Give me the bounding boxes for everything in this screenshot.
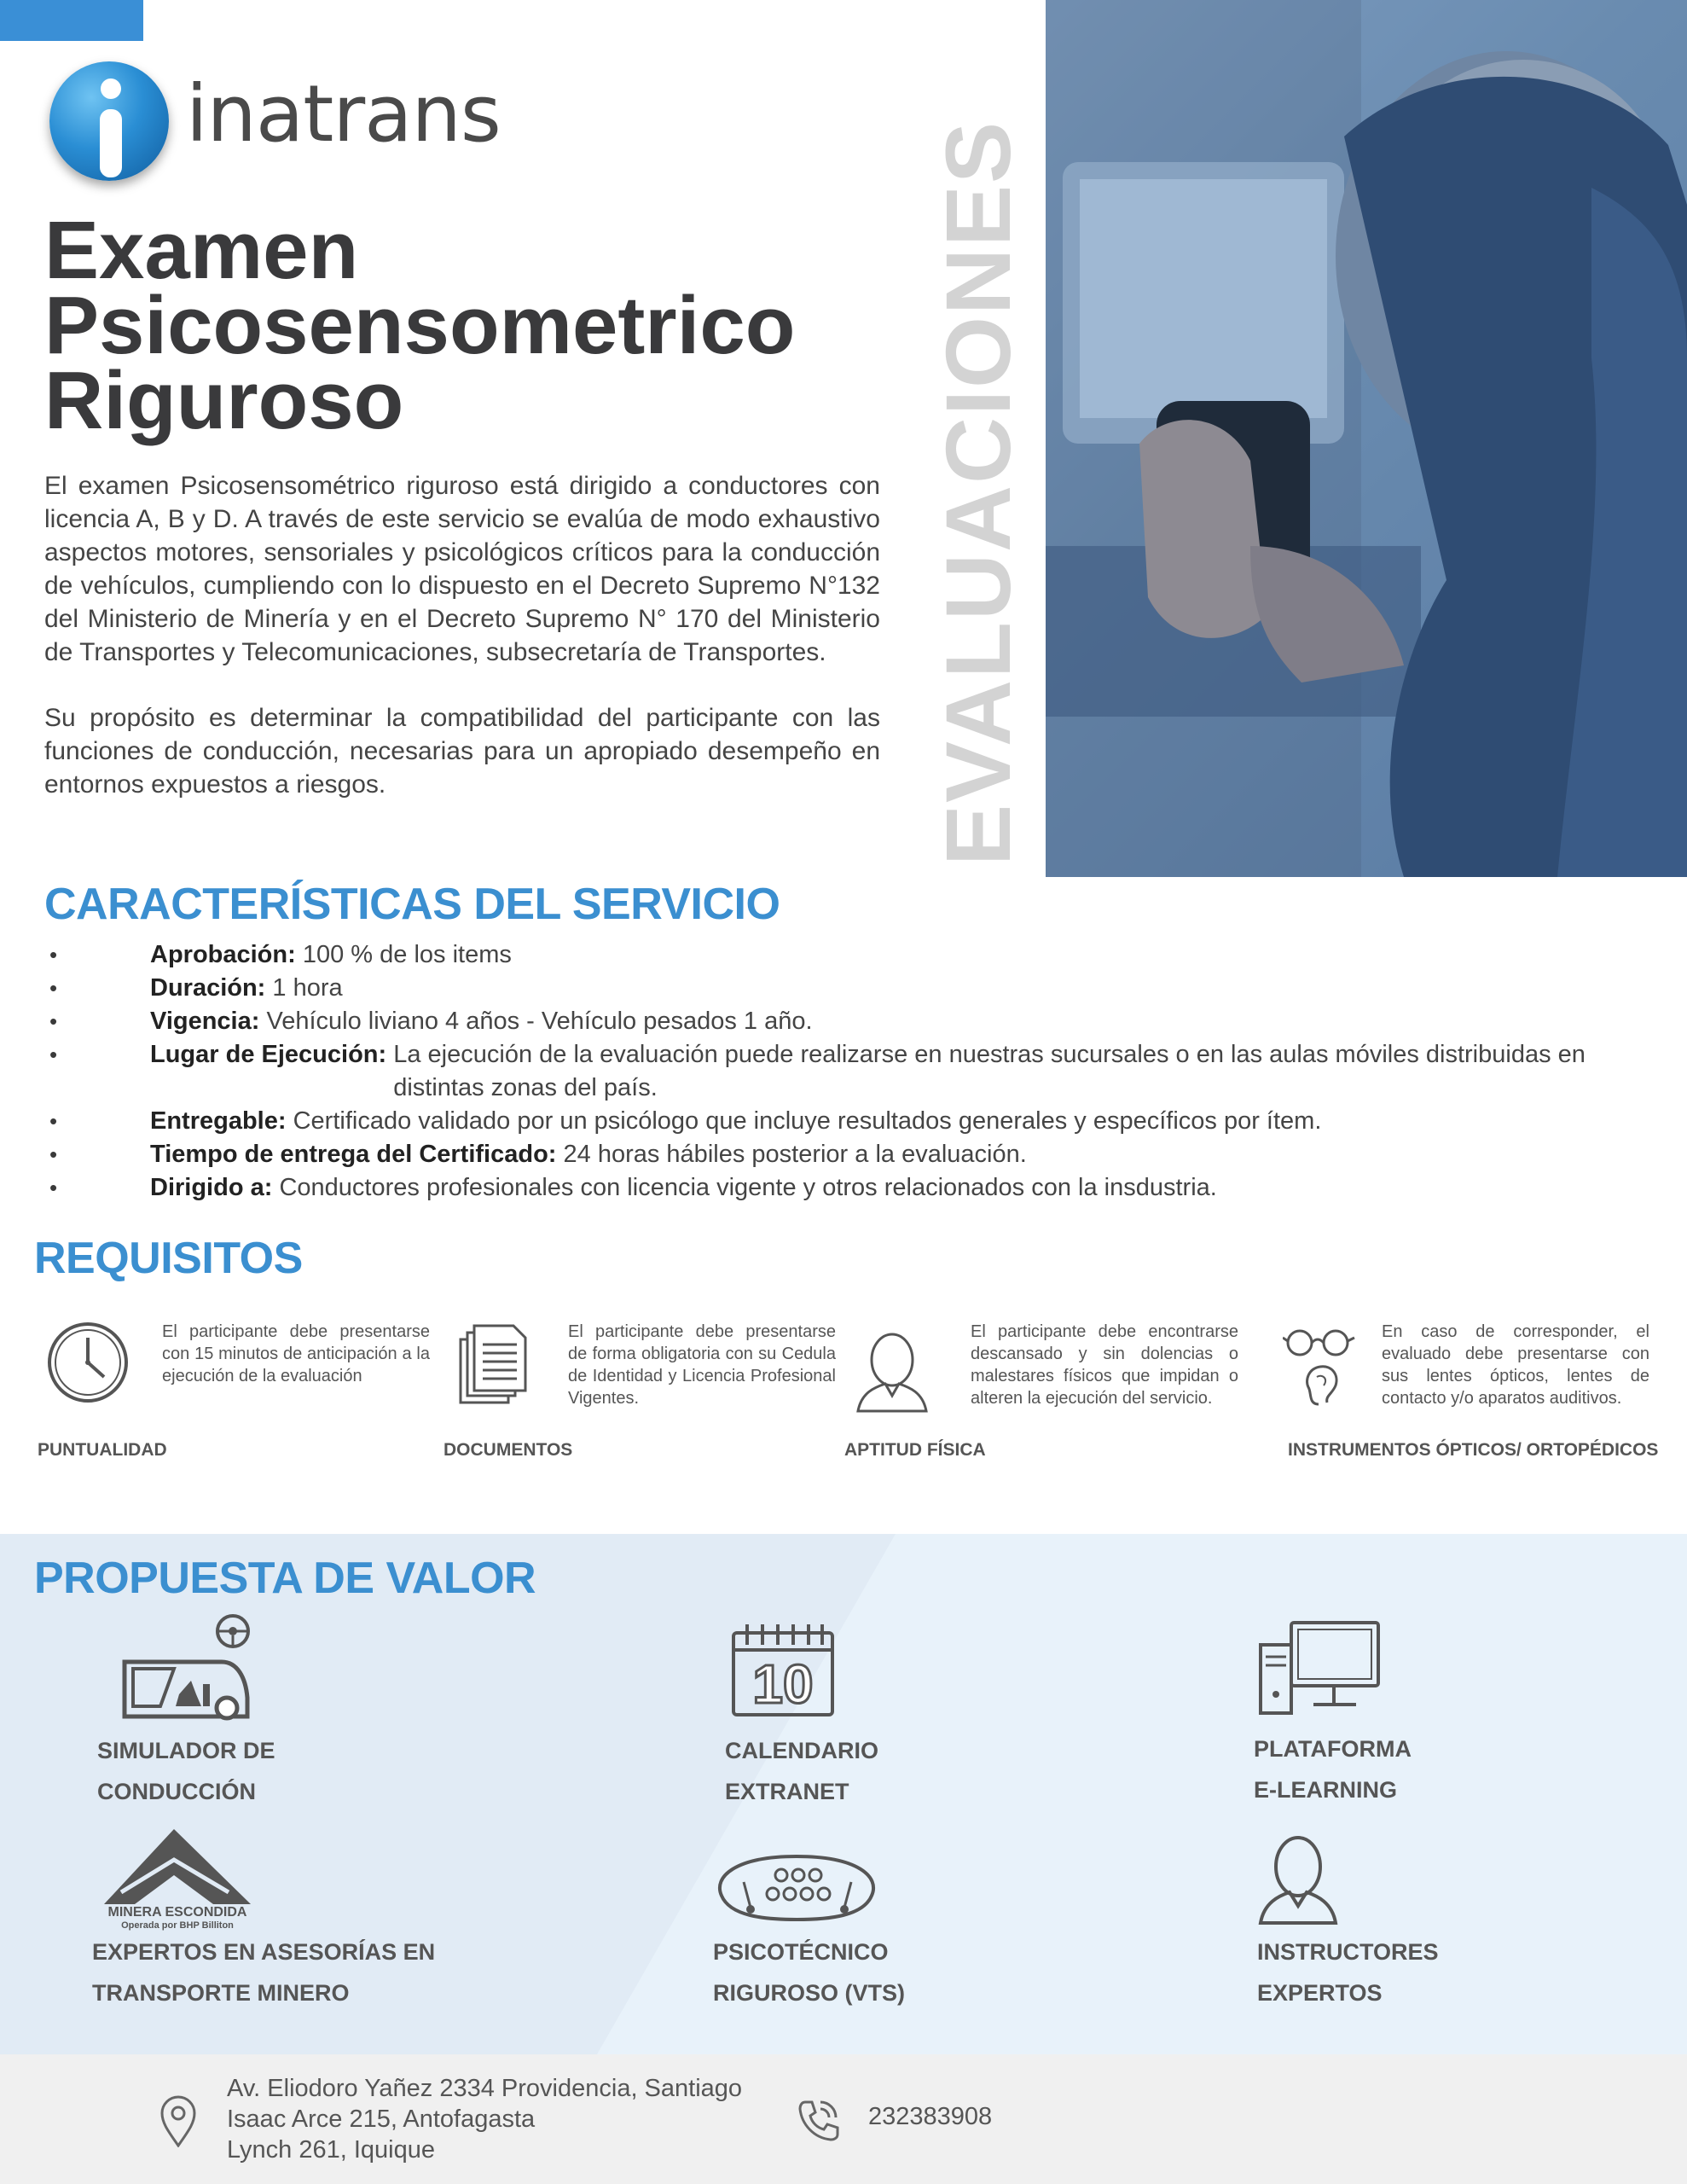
value-item-label bbox=[1257, 1931, 1439, 2013]
requirement-text: El participante debe encontrarse descansado y sin dolencias o malestares físicos que impidan o alteren la ejecución del servicio. bbox=[971, 1322, 1238, 1408]
item-value: La ejecución de la evaluación puede realizarse en nuestras sucursales o en las aulas móviles distribuidas en distintas zonas del país. bbox=[393, 1041, 1586, 1101]
vertical-section-title: EVALUACIONES bbox=[926, 119, 1029, 866]
bullet: • bbox=[49, 1042, 58, 1067]
list-item bbox=[44, 1038, 1665, 1105]
item-value: 100 % de los items bbox=[302, 941, 512, 968]
list-item bbox=[44, 972, 1665, 1005]
logo-i-stem bbox=[100, 109, 122, 177]
title-line: Riguroso bbox=[44, 355, 404, 446]
logo-text-line: Operada por BHP Billiton bbox=[121, 1920, 234, 1931]
value-item-line: EXPERTOS bbox=[1257, 1980, 1383, 2006]
characteristics-list bbox=[44, 938, 1665, 1205]
top-left-accent-bar bbox=[0, 0, 143, 41]
hero-photo bbox=[1046, 0, 1687, 877]
value-item-label bbox=[1254, 1728, 1412, 1810]
value-proposition-heading: PROPUESTA DE VALOR bbox=[34, 1554, 536, 1603]
calendar-icon bbox=[730, 1621, 836, 1718]
requirements-heading: REQUISITOS bbox=[34, 1234, 303, 1283]
item-label: Duración: bbox=[150, 974, 266, 1002]
value-item-line: SIMULADOR DE bbox=[97, 1738, 275, 1763]
intro-paragraph: El examen Psicosensométrico riguroso está dirigido a conductores con licencia A, B y D. A través de este servicio se evalúa de modo exhaustivo aspectos motores, sensoriales y psicológicos críticos para la conducción de vehículos, cumpliendo con lo dispuesto en el Decreto Supremo N°132 del Ministerio de Minería y en el Decreto Supremo N° 170 del Ministerio de Transportes y Telecomunicaciones, subsecretaría de Transportes. bbox=[44, 472, 880, 666]
requirement-label: INSTRUMENTOS ÓPTICOS/ ORTOPÉDICOS bbox=[1288, 1440, 1659, 1460]
title-line: Psicosensometrico bbox=[44, 280, 796, 371]
item-value: Certificado validado por un psicólogo que incluye resultados generales y específicos por ítem. bbox=[293, 1107, 1322, 1135]
list-item bbox=[44, 1171, 1665, 1205]
glasses-ear-icon bbox=[1283, 1326, 1356, 1408]
value-item-label bbox=[713, 1931, 905, 2013]
requirement-text: En caso de corresponder, el evaluado debe presentarse con sus lentes ópticos, lentes de contacto y/o aparatos auditivos. bbox=[1382, 1322, 1649, 1408]
item-label: Vigencia: bbox=[150, 1008, 260, 1035]
item-value: Conductores profesionales con licencia vigente y otros relacionados con la insdustria. bbox=[279, 1174, 1217, 1201]
item-value: 24 horas hábiles posterior a la evaluación. bbox=[563, 1141, 1027, 1168]
item-value: 1 hora bbox=[272, 974, 343, 1002]
intro-paragraph: Su propósito es determinar la compatibilidad del participante con las funciones de conducción, necesarias para un apropiado desempeño en entornos expuestos a riesgos. bbox=[44, 704, 880, 799]
value-item-line: E-LEARNING bbox=[1254, 1777, 1397, 1803]
value-item-line: TRANSPORTE MINERO bbox=[92, 1980, 350, 2006]
address-line: Isaac Arce 215, Antofagasta bbox=[227, 2106, 536, 2133]
value-item-line: CALENDARIO bbox=[725, 1738, 878, 1763]
person-icon bbox=[855, 1331, 930, 1413]
requirement-label: APTITUD FÍSICA bbox=[844, 1440, 986, 1460]
brand-name: inatrans bbox=[186, 68, 501, 160]
value-item-line: INSTRUCTORES bbox=[1257, 1939, 1439, 1965]
requirement-label: DOCUMENTOS bbox=[443, 1440, 573, 1460]
requirement-text: El participante debe presentarse con 15 minutos de anticipación a la ejecución de la evaluación bbox=[162, 1322, 430, 1385]
clock-icon bbox=[46, 1321, 130, 1404]
title-line: Examen bbox=[44, 205, 359, 296]
bullet: • bbox=[49, 1008, 58, 1034]
value-item-label bbox=[92, 1931, 435, 2013]
bullet: • bbox=[49, 975, 58, 1001]
value-item-label bbox=[725, 1730, 878, 1812]
item-label: Aprobación: bbox=[150, 941, 296, 968]
bullet: • bbox=[49, 1108, 58, 1134]
item-label: Lugar de Ejecución: bbox=[150, 1041, 387, 1068]
requirement-label: PUNTUALIDAD bbox=[38, 1440, 167, 1460]
documents-icon bbox=[457, 1324, 530, 1408]
calendar-number: 10 bbox=[752, 1653, 814, 1715]
address-block bbox=[227, 2073, 742, 2165]
item-value: Vehículo liviano 4 años - Vehículo pesados 1 año. bbox=[266, 1008, 813, 1035]
phone-number[interactable]: 232383908 bbox=[868, 2103, 993, 2130]
item-label: Dirigido a: bbox=[150, 1174, 273, 1201]
value-item-line: RIGUROSO (VTS) bbox=[713, 1980, 906, 2006]
hero-photo-illustration bbox=[1046, 0, 1687, 877]
list-item bbox=[44, 938, 1665, 972]
bullet: • bbox=[49, 1141, 58, 1167]
list-item bbox=[44, 1105, 1665, 1138]
computer-icon bbox=[1257, 1619, 1382, 1716]
page-title bbox=[44, 205, 897, 446]
instructor-icon bbox=[1257, 1834, 1339, 1925]
address-line: Av. Eliodoro Yañez 2334 Providencia, Santiago bbox=[227, 2075, 743, 2102]
minera-escondida-logo bbox=[101, 1826, 254, 1931]
driving-simulator-icon bbox=[119, 1612, 256, 1723]
value-item-line: EXPERTOS EN ASESORÍAS EN bbox=[92, 1939, 436, 1965]
value-item-label bbox=[97, 1730, 275, 1812]
value-item-line: EXTRANET bbox=[725, 1779, 849, 1804]
logo-i-dot bbox=[101, 78, 121, 99]
location-pin-icon bbox=[159, 2094, 198, 2147]
vts-keypad-icon bbox=[710, 1851, 884, 1926]
logo-text-line: MINERA ESCONDIDA bbox=[107, 1905, 247, 1920]
value-item-line: PSICOTÉCNICO bbox=[713, 1939, 889, 1965]
item-label: Tiempo de entrega del Certificado: bbox=[150, 1141, 557, 1168]
value-item-line: PLATAFORMA bbox=[1254, 1736, 1412, 1762]
phone-icon bbox=[797, 2099, 839, 2141]
value-item-line: CONDUCCIÓN bbox=[97, 1779, 256, 1804]
list-item bbox=[44, 1005, 1665, 1038]
bullet: • bbox=[49, 1175, 58, 1200]
bullet: • bbox=[49, 942, 58, 967]
item-label: Entregable: bbox=[150, 1107, 287, 1135]
address-line: Lynch 261, Iquique bbox=[227, 2136, 436, 2164]
characteristics-heading: CARACTERÍSTICAS DEL SERVICIO bbox=[44, 880, 780, 929]
requirement-text: El participante debe presentarse de forma obligatoria con su Cedula de Identidad y Licencia Profesional Vigentes. bbox=[568, 1322, 836, 1408]
list-item bbox=[44, 1138, 1665, 1171]
